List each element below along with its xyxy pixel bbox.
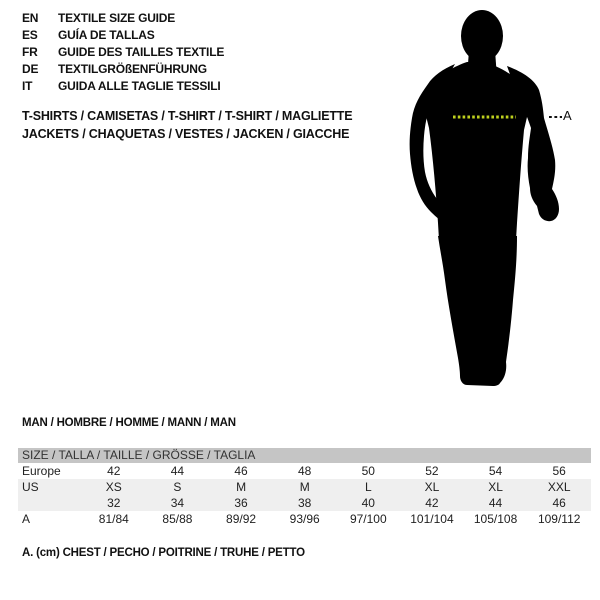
language-row-en: [22, 10, 224, 27]
size-value: 93/96: [289, 512, 320, 526]
table-row-us-numbers: [18, 495, 591, 511]
size-value: 44: [488, 496, 503, 510]
size-value: XL: [424, 480, 440, 494]
row-label: US: [22, 480, 39, 494]
language-list: [22, 10, 224, 95]
size-value: 42: [107, 464, 121, 478]
category-line-tshirts: T-SHIRTS / CAMISETAS / T-SHIRT / T-SHIRT / MAGLIETTE: [22, 109, 353, 123]
size-value: L: [364, 480, 372, 494]
language-code: ES: [22, 28, 38, 42]
size-value: 38: [298, 496, 312, 510]
figure-legs: [438, 236, 517, 386]
size-value: 46: [552, 496, 566, 510]
row-label: [18, 495, 82, 511]
language-row-de: [22, 61, 224, 78]
size-value: 44: [170, 464, 185, 478]
language-code: EN: [22, 11, 39, 25]
language-row-fr: [22, 44, 224, 61]
size-value: 42: [425, 496, 439, 510]
size-value: 34: [170, 496, 185, 510]
category-line-jackets: JACKETS / CHAQUETAS / VESTES / JACKEN / GIACCHE: [22, 127, 350, 141]
size-value: 109/112: [537, 512, 581, 526]
size-value: XL: [488, 480, 503, 494]
language-label: GUÍA DE TALLAS: [58, 28, 155, 42]
size-value: 81/84: [98, 512, 129, 526]
size-value: 101/104: [410, 512, 454, 526]
size-value: 50: [361, 464, 375, 478]
language-code: DE: [22, 62, 39, 76]
size-value: M: [299, 480, 310, 494]
size-value: 40: [361, 496, 375, 510]
language-row-es: [22, 27, 224, 44]
size-value: 52: [425, 464, 439, 478]
size-value: S: [173, 480, 182, 494]
language-code: IT: [22, 79, 33, 93]
table-row-us-letters: [18, 479, 591, 495]
language-label: GUIDA ALLE TAGLIE TESSILI: [58, 79, 221, 93]
size-value: 36: [234, 496, 248, 510]
size-value: 85/88: [162, 512, 193, 526]
size-value: 54: [488, 464, 503, 478]
size-value: 105/108: [473, 512, 518, 526]
size-value: XXL: [547, 480, 571, 494]
size-value: 89/92: [226, 512, 257, 526]
table-row-chest-a: [18, 511, 591, 527]
language-row-it: [22, 78, 224, 95]
table-row-europe: [18, 463, 591, 479]
language-label: TEXTILE SIZE GUIDE: [58, 11, 176, 25]
size-value: XS: [105, 480, 122, 494]
size-value: 46: [234, 464, 248, 478]
measurement-a-label: A: [563, 108, 572, 123]
size-value: 97/100: [349, 512, 387, 526]
language-label: TEXTILGRÖßENFÜHRUNG: [58, 62, 207, 76]
language-label: GUIDE DES TAILLES TEXTILE: [58, 45, 225, 59]
size-value: M: [236, 480, 247, 494]
size-table: [18, 448, 591, 527]
language-code: FR: [22, 45, 38, 59]
man-silhouette-icon: [403, 8, 600, 388]
size-guide-figure: [403, 8, 600, 388]
size-table-header: SIZE / TALLA / TAILLE / GRÖSSE / TAGLIA: [18, 448, 591, 463]
product-categories: [22, 107, 352, 143]
size-value: 48: [298, 464, 312, 478]
size-value: 56: [552, 464, 566, 478]
size-value: 32: [107, 496, 121, 510]
gender-heading: MAN / HOMBRE / HOMME / MANN / MAN: [22, 417, 236, 429]
row-label: A: [22, 512, 31, 526]
row-label: Europe: [22, 464, 61, 478]
measurement-footnote: A. (cm) CHEST / PECHO / POITRINE / TRUHE / PETTO: [22, 547, 305, 559]
